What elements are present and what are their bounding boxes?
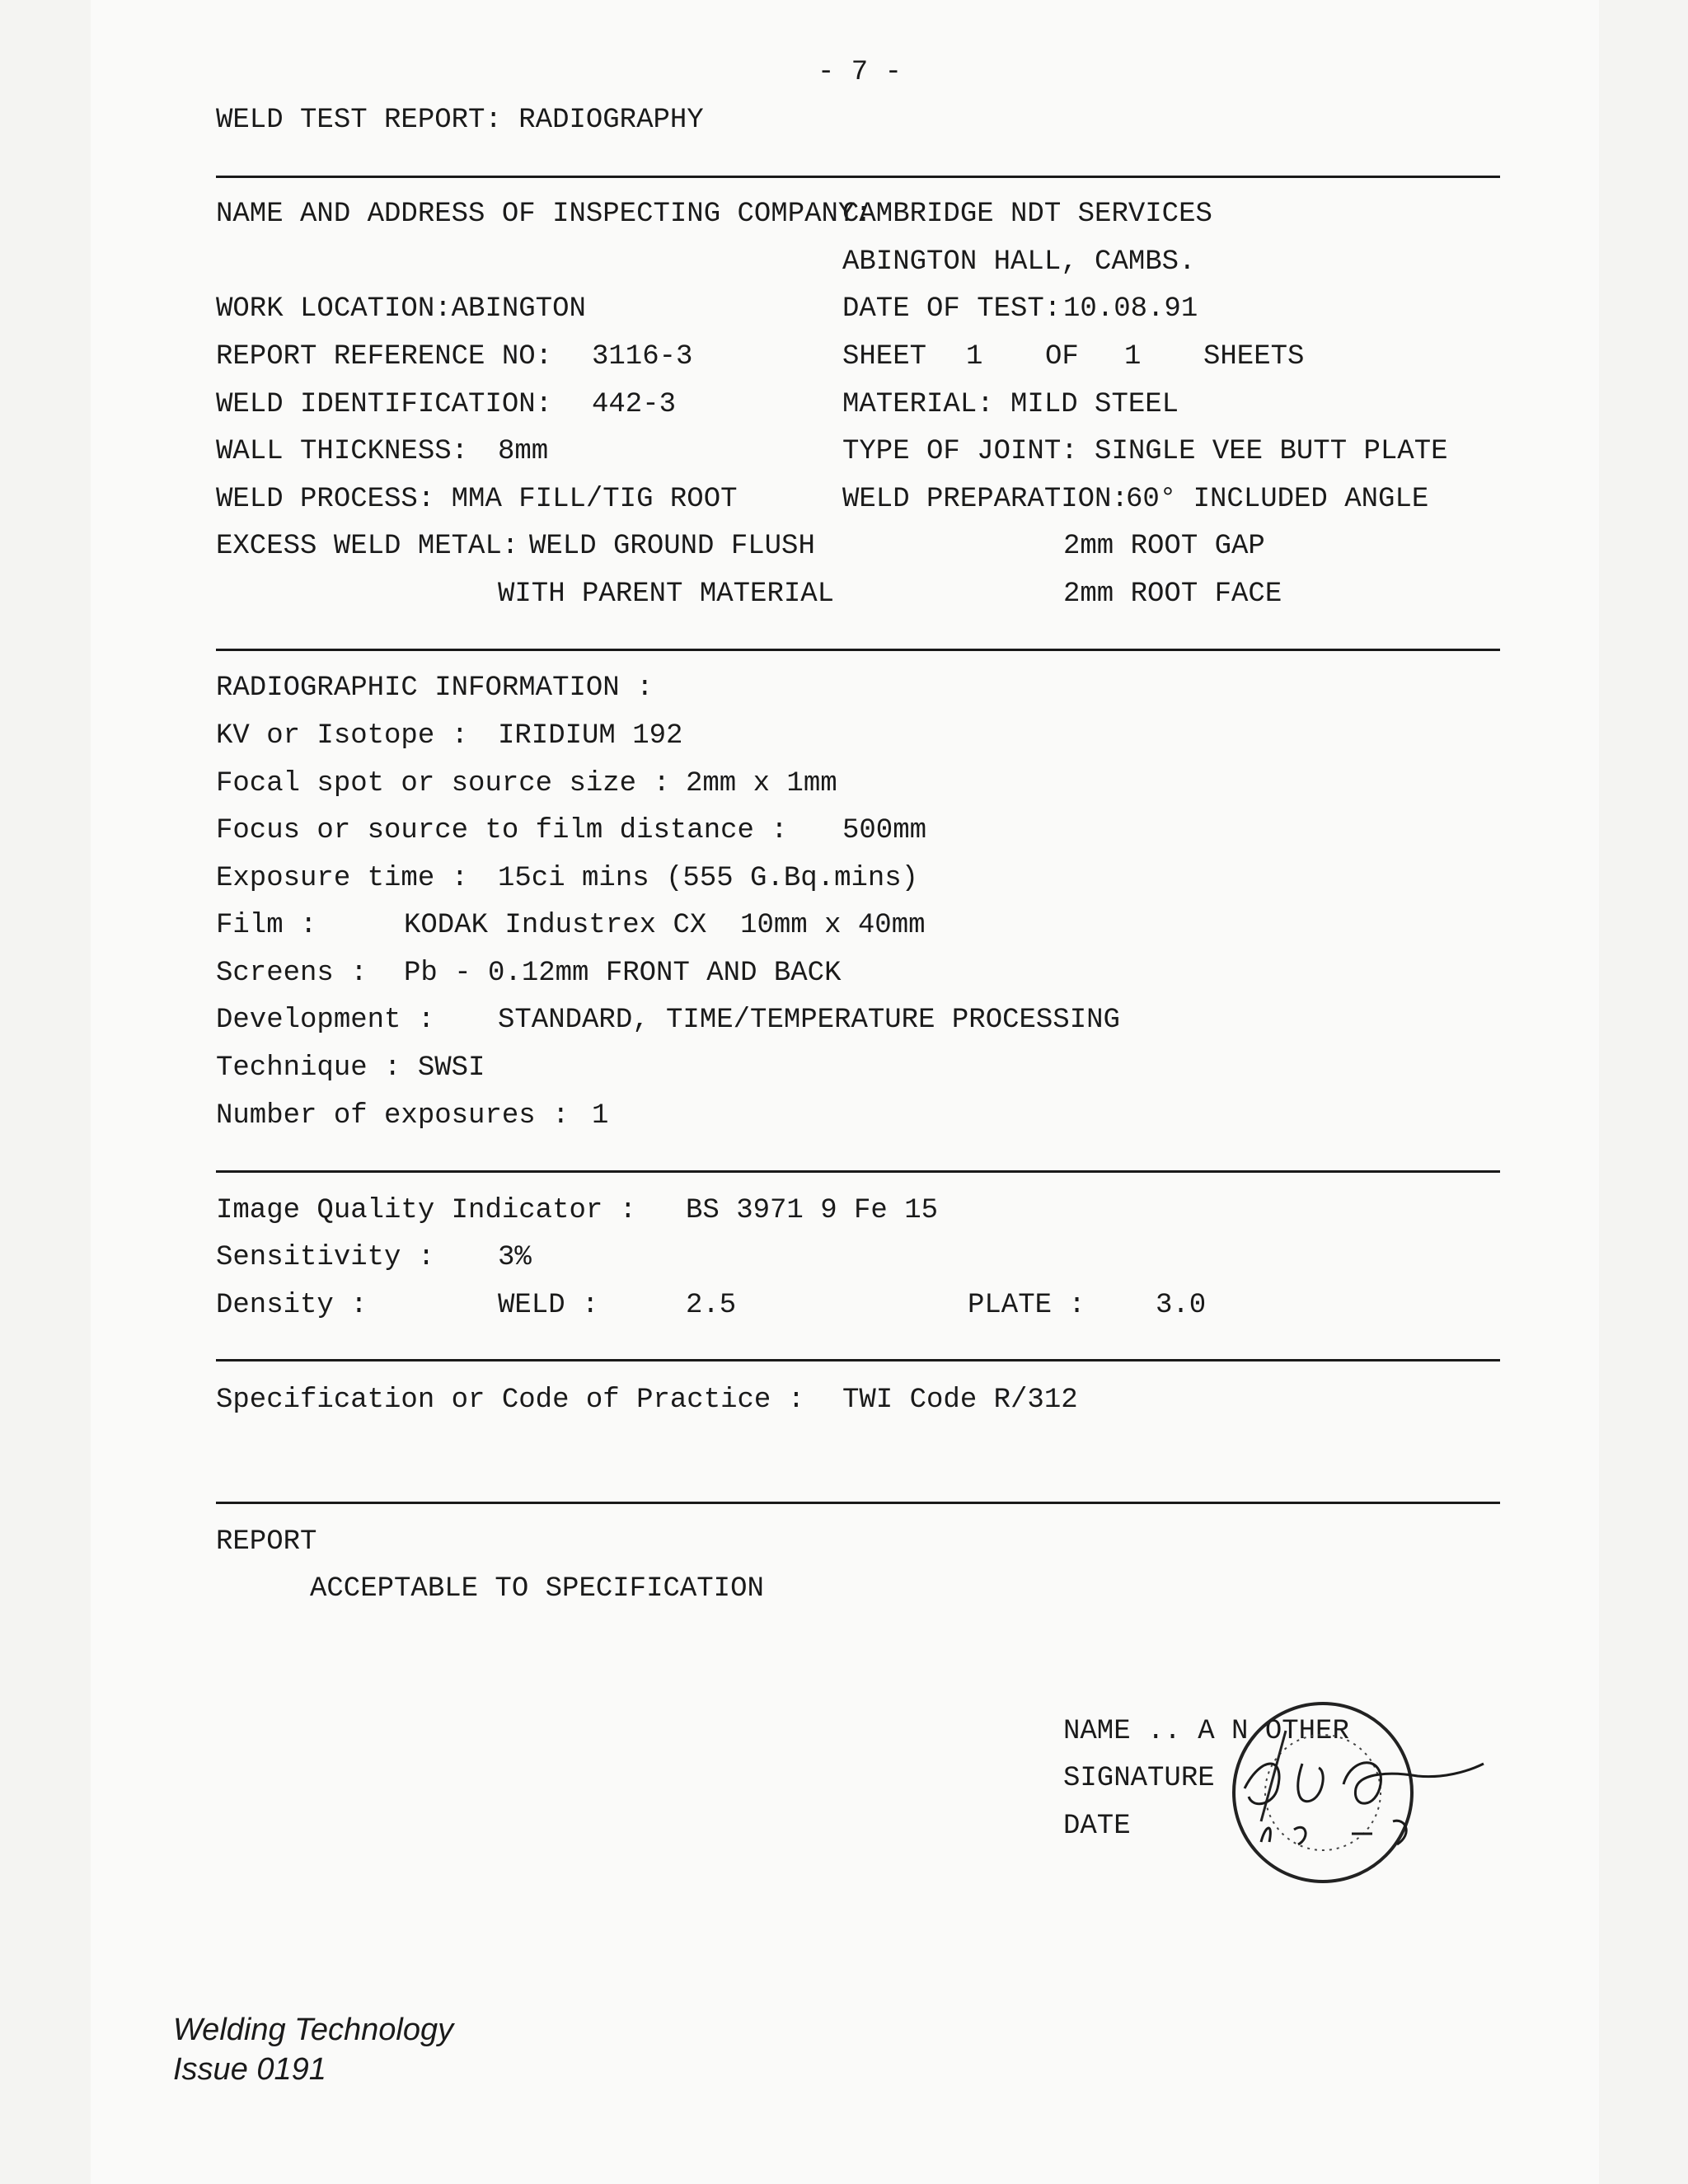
excess-weld-metal-value: WELD GROUND FLUSH — [529, 531, 815, 562]
divider — [216, 1359, 1500, 1361]
excess-weld-metal-label: EXCESS WELD METAL: — [216, 531, 519, 562]
development-value: STANDARD, TIME/TEMPERATURE PROCESSING — [498, 1005, 1120, 1036]
sheet-label: SHEET — [842, 341, 927, 373]
wall-thickness-label: WALL THICKNESS: — [216, 436, 469, 467]
divider — [216, 1502, 1500, 1504]
weld-identification-label: WELD IDENTIFICATION: — [216, 389, 553, 420]
kv-label: KV or Isotope : — [216, 720, 469, 752]
sheet-suffix: SHEETS — [1203, 341, 1305, 373]
density-label: Density : — [216, 1290, 368, 1321]
iqi-label: Image Quality Indicator : — [216, 1195, 637, 1226]
exposure-time-value: 15ci mins (555 G.Bq.mins) — [498, 863, 919, 894]
root-face: 2mm ROOT FACE — [1063, 579, 1282, 610]
screens-label: Screens : — [216, 958, 368, 989]
radiographic-heading: RADIOGRAPHIC INFORMATION : — [216, 673, 654, 704]
film-value: KODAK Industrex CX 10mm x 40mm — [404, 910, 926, 941]
focal-spot-label: Focal spot or source size : — [216, 768, 670, 799]
signoff-signature-label: SIGNATURE — [1063, 1763, 1215, 1794]
excess-weld-metal-line2: WITH PARENT MATERIAL — [498, 579, 835, 610]
material: MATERIAL: MILD STEEL — [842, 389, 1179, 420]
handwritten-signature — [1228, 1739, 1492, 1854]
sheet-of: OF — [1045, 341, 1079, 373]
report-reference-value: 3116-3 — [592, 341, 693, 373]
type-of-joint: TYPE OF JOINT: SINGLE VEE BUTT PLATE — [842, 436, 1448, 467]
signoff-date-label: DATE — [1063, 1811, 1131, 1842]
wall-thickness-value: 8mm — [498, 436, 549, 467]
kv-value: IRIDIUM 192 — [498, 720, 683, 752]
date-of-test-value: 10.08.91 — [1063, 293, 1198, 325]
divider — [216, 649, 1500, 651]
development-label: Development : — [216, 1005, 435, 1036]
weld-identification-value: 442-3 — [592, 389, 677, 420]
sheet-total: 1 — [1124, 341, 1142, 373]
inspecting-company-address: ABINGTON HALL, CAMBS. — [842, 246, 1196, 278]
footer-line-2: Issue 0191 — [173, 2052, 326, 2087]
signoff-name: NAME .. A N OTHER — [1063, 1716, 1349, 1747]
divider — [216, 1170, 1500, 1173]
film-distance-label: Focus or source to film distance : — [216, 815, 788, 846]
weld-density-value: 2.5 — [686, 1290, 737, 1321]
work-location: WORK LOCATION:ABINGTON — [216, 293, 586, 325]
footer-line-1: Welding Technology — [173, 2013, 454, 2047]
film-distance-value: 500mm — [842, 815, 927, 846]
date-of-test-label: DATE OF TEST: — [842, 293, 1062, 325]
sensitivity-value: 3% — [498, 1242, 532, 1273]
focal-spot-value: 2mm x 1mm — [686, 768, 837, 799]
root-gap: 2mm ROOT GAP — [1063, 531, 1265, 562]
report-result: ACCEPTABLE TO SPECIFICATION — [310, 1573, 764, 1605]
plate-density-value: 3.0 — [1156, 1290, 1207, 1321]
weld-density-label: WELD : — [498, 1290, 599, 1321]
report-reference-label: REPORT REFERENCE NO: — [216, 341, 553, 373]
exposure-time-label: Exposure time : — [216, 863, 469, 894]
exposures-value: 1 — [592, 1100, 609, 1132]
plate-density-label: PLATE : — [968, 1290, 1085, 1321]
exposures-label: Number of exposures : — [216, 1100, 570, 1132]
sensitivity-label: Sensitivity : — [216, 1242, 435, 1273]
weld-preparation-value: 60° INCLUDED ANGLE — [1126, 484, 1429, 515]
iqi-value: BS 3971 9 Fe 15 — [686, 1195, 939, 1226]
specification-value: TWI Code R/312 — [842, 1385, 1078, 1416]
sheet-number: 1 — [966, 341, 983, 373]
report-heading: REPORT — [216, 1526, 317, 1558]
document-title: WELD TEST REPORT: RADIOGRAPHY — [216, 105, 704, 136]
film-label: Film : — [216, 910, 317, 941]
inspecting-company-label: NAME AND ADDRESS OF INSPECTING COMPANY: — [216, 199, 872, 230]
screens-value: Pb - 0.12mm FRONT AND BACK — [404, 958, 842, 989]
specification-label: Specification or Code of Practice : — [216, 1385, 805, 1416]
page-number: - 7 - — [818, 57, 903, 88]
technique: Technique : SWSI — [216, 1052, 485, 1084]
weld-preparation-label: WELD PREPARATION: — [842, 484, 1128, 515]
divider — [216, 176, 1500, 178]
weld-process: WELD PROCESS: MMA FILL/TIG ROOT — [216, 484, 738, 515]
inspecting-company-name: CAMBRIDGE NDT SERVICES — [842, 199, 1212, 230]
